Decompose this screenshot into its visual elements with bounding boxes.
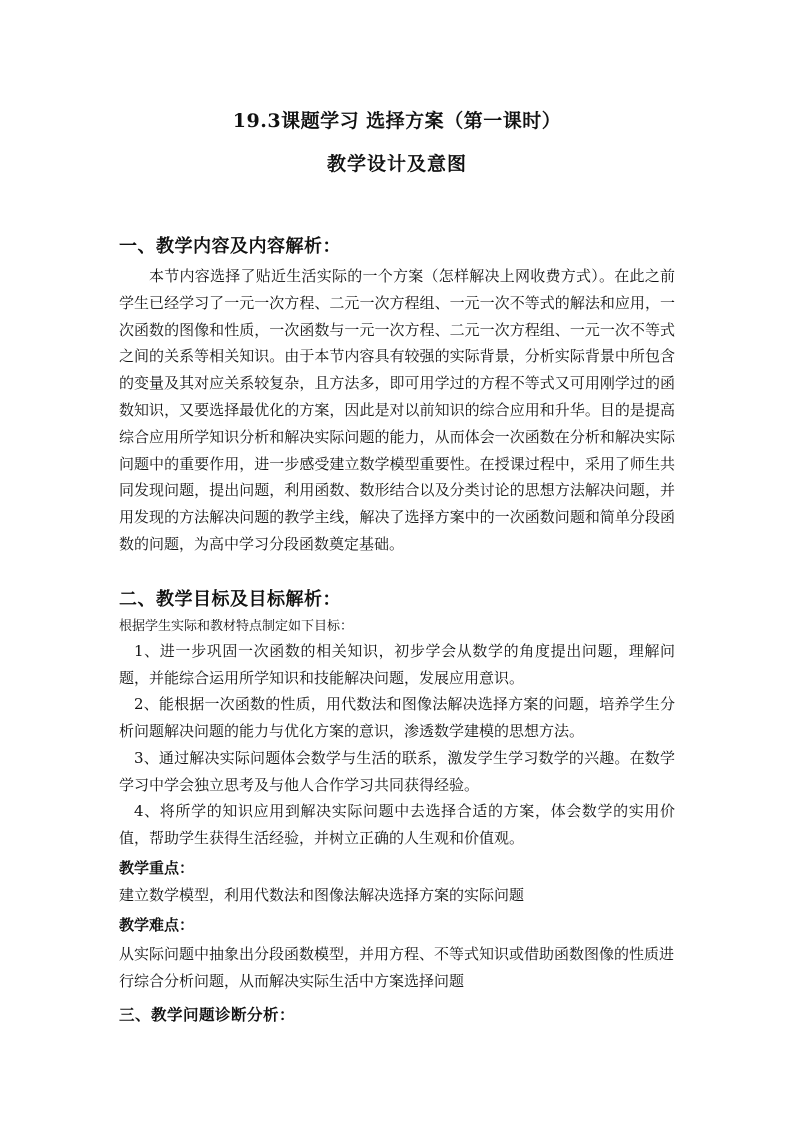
section2-heading: 二、教学目标及目标解析：	[119, 589, 341, 610]
document-title: 19.3课题学习 选择方案（第一课时）	[232, 110, 562, 132]
key-point-text: 建立数学模型，利用代数法和图像法解决选择方案的实际问题	[119, 886, 525, 904]
document-subtitle: 教学设计及意图	[326, 153, 467, 175]
goal-item-3: 3、通过解决实际问题体会数学与生活的联系，激发学生学习数学的兴趣。在数学学习中学会独立思考及与他人合作学习共同获得经验。	[119, 749, 675, 794]
section2-intro: 根据学生实际和教材特点制定如下目标：	[119, 619, 354, 634]
section1-body: 本节内容选择了贴近生活实际的一个方案（怎样解决上网收费方式）。在此之前学生已经学习了一元一次方程、二元一次方程组、一元一次不等式的解法和应用，一次函数的图像和性质，一次函数与一元一次方程、二元一次方程组、一元一次不等式之间的关系等相关知识。由于本节内容具有较强的实际背景，分析实际背景中所包含的变量及其对应关系较复杂，且方法多，即可用学过的方程不等式又可用刚学过的函数知识，又要选择最优化的方案，因此是对以前知识的综合应用和升华。目的是提高综合应用所学知识分析和解决实际问题的能力，从而体会一次函数在分析和解决实际问题中的重要作用，进一步感受建立数学模型重要性。在授课过程中，采用了师生共同发现问题，提出问题，利用函数、数形结合以及分类讨论的思想方法解决问题，并用发现的方法解决问题的教学主线，解决了选择方案中的一次函数问题和简单分段函数的问题，为高中学习分段函数奠定基础。	[119, 267, 675, 553]
difficulty-label: 教学难点：	[119, 916, 195, 934]
goal-item-1: 1、进一步巩固一次函数的相关知识，初步学会从数学的角度提出问题，理解问题，并能综合运用所学知识和技能解决问题，发展应用意识。	[119, 642, 675, 687]
key-point-label: 教学重点：	[119, 859, 195, 877]
goal-item-4: 4、将所学的知识应用到解决实际问题中去选择合适的方案，体会数学的实用价值，帮助学生获得生活经验，并树立正确的人生观和价值观。	[119, 802, 675, 847]
section1-heading: 一、教学内容及内容解析：	[119, 236, 341, 257]
section3-heading: 三、教学问题诊断分析：	[119, 1005, 296, 1024]
difficulty-text: 从实际问题中抽象出分段函数模型，并用方程、不等式知识或借助函数图像的性质进行综合分析问题，从而解决实际生活中方案选择问题	[119, 945, 675, 990]
goal-item-2: 2、能根据一次函数的性质，用代数法和图像法解决选择方案的问题，培养学生分析问题解决问题的能力与优化方案的意识，渗透数学建模的思想方法。	[119, 695, 675, 740]
